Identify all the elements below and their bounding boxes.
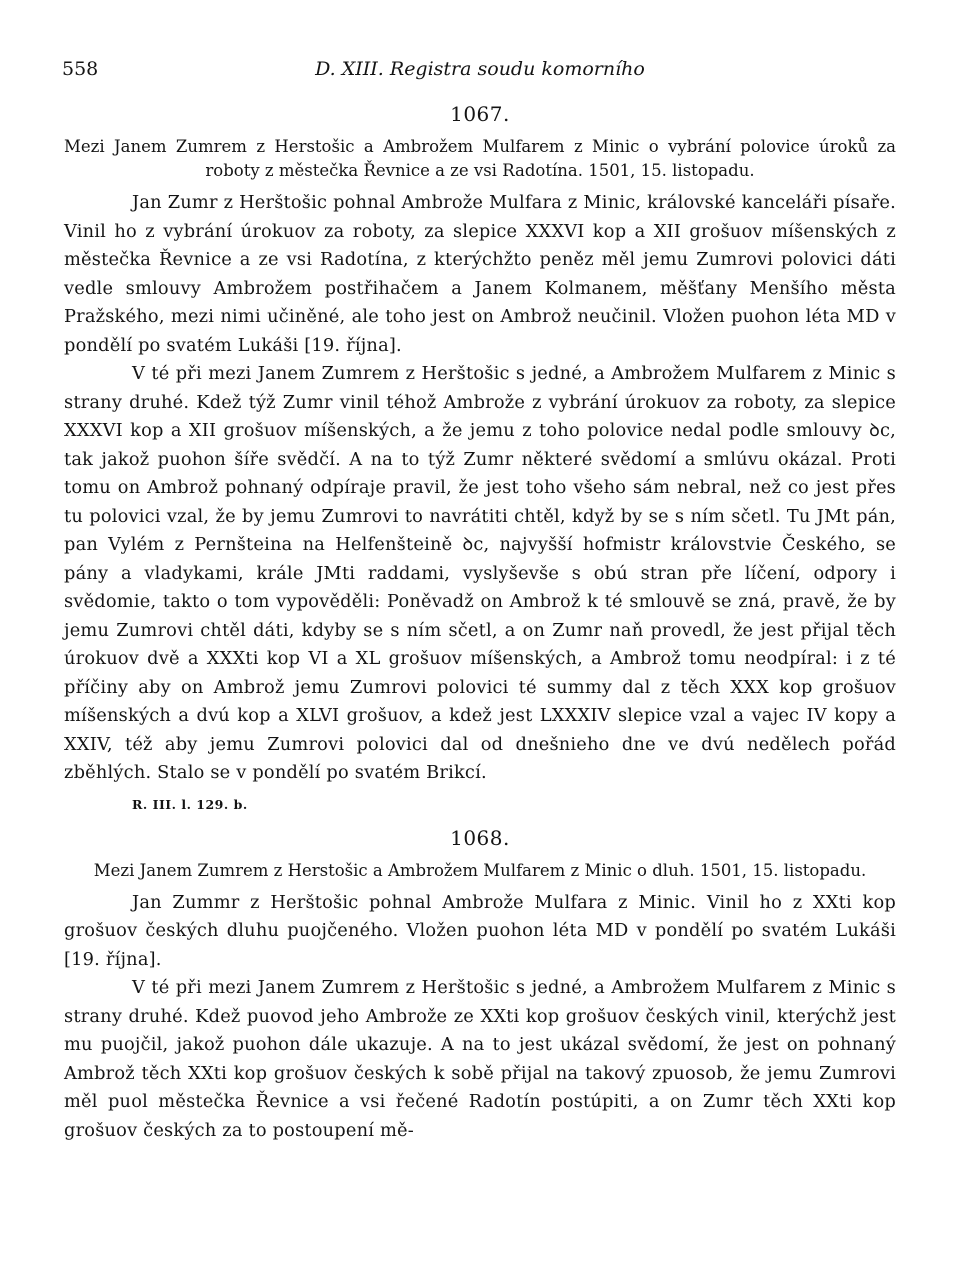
page-number: 558 (62, 58, 99, 80)
paragraph: Jan Zummr z Herštošic pohnal Ambrože Mulfara z Minic. Vinil ho z XXti kop grošuov českých dluhu puojčeného. Vložen puohon léta MD v pondělí po svatém Lukáši [19. října]. (64, 891, 896, 970)
page-body (64, 100, 896, 1145)
entry-number: 1067. (450, 102, 510, 126)
source-reference: R. III. l. 129. b. (132, 796, 248, 812)
entry-regest: Mezi Janem Zumrem z Herstošic a Ambrožem Mulfarem z Minic o dluh. 1501, 15. listopadu. (93, 860, 867, 880)
paragraph: Jan Zumr z Herštošic pohnal Ambrože Mulfara z Minic, královské kanceláři písaře. Vinil ho z vybrání úrokuov za roboty, za slepice XXXVI kop a XII grošuov míšenských z městečka Řevnice a ze vsi Radotína, z kterýchžto peněz měl jemu Zumrovi polovici dáti vedle smlouvy Ambrožem postřihačem a Janem Kolmanem, měšťany Menšího města Pražského, mezi nimi učiněné, ale toho jest on Ambrož neučinil. Vložen puohon léta MD v pondělí po svatém Lukáši [19. října]. (64, 192, 896, 356)
entry-1068 (64, 824, 896, 1146)
entry-1067 (64, 100, 896, 816)
running-title: D. XIII. Registra soudu komorního (315, 58, 645, 80)
entry-regest: Mezi Janem Zumrem z Herstošic a Ambrožem Mulfarem z Minic o vybrání polovice úroků za roboty z městečka Řevnice a ze vsi Radotína. 1501, 15. listopadu. (64, 137, 896, 180)
page-header (62, 56, 898, 82)
paragraph: V té při mezi Janem Zumrem z Herštošic s jedné, a Ambrožem Mulfarem z Minic s strany druhé. Kdež puovod jeho Ambrože ze XXti kop grošuov českých vinil, kterýchž jest mu puojčil, jakož puohon dále ukazuje. A na to jest ukázal svědomí, že jest on pohnaný Ambrož těch XXti kop grošuov českých k sobě přijal na takový zpuosob, že jemu Zumrovi měl puol městečka Řevnice a vsi řečené Radotín postúpiti, a on Zumr těch XXti kop grošuov českých za to postoupení mě- (64, 977, 896, 1141)
entry-number: 1068. (450, 825, 510, 850)
paragraph: V té při mezi Janem Zumrem z Herštošic s jedné, a Ambrožem Mulfarem z Minic s strany druhé. Kdež týž Zumr vinil téhož Ambrože z vybrání úrokuov za roboty, za slepice XXXVI kop a XII grošuov míšenských, a že jemu z toho polovice nedal podle smlouvy ꝺc, tak jakož puohon šíře svědčí. A na to týž Zumr některé svědomí a smlúvu okázal. Proti tomu on Ambrož pohnaný odpíraje pravil, že jest toho všeho sám nebral, než co jest přes tu polovici vzal, že by jemu Zumrovi to navrátiti chtěl, když by se s ním sčetl. Tu JMt pán, pan Vylém z Pernšteina na Helfenšteině ꝺc, najvyšší hofmistr královstvie Českého, se pány a vladykami, krále JMti raddami, vyslyševše s obú stran pře líčení, odpory i svědomie, takto o tom vypověděli: Poněvadž on Ambrož k té smlouvě se zná, pravě, že by jemu Zumrovi chtěl dáti, kdyby se s ním sčetl, a on Zumr naň provedl, že jest přijal těch úrokuov dvě a XXXti kop VI a XL grošuov míšenských, a Ambrož tomu neodpíral: i z té příčiny aby on Ambrož jemu Zumrovi polovici té summy dal z těch XXX kop grošuov míšenských a dvú kop a XLVI grošuov, a kdež jest LXXXIV slepice vzal a vajec IV kopy a XXIV, též aby jemu Zumrovi polovici dal od dnešnieho dne ve dvú nedělech pořád zběhlých. Stalo se v pondělí po svatém Brikcí. (64, 363, 896, 783)
